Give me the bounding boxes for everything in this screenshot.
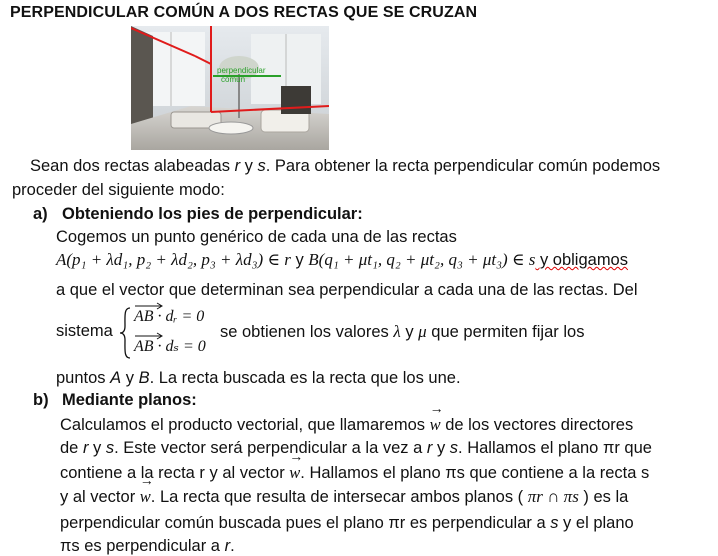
section-a-line-4: se obtienen los valores λ y μ que permiten fijar los: [220, 322, 585, 341]
sistema-label: sistema: [56, 322, 113, 340]
point-B-formula: B(q₁ + μt₁, q₂ + μt₂, q₃ + μt₃) ∈ s: [308, 250, 536, 269]
vector-arrow-icon: [134, 302, 164, 310]
room-photo: [131, 26, 329, 150]
section-b-line-2: de r y s. Este vector será perpendicular a la vez a r y s. Hallamos el plano πr que: [60, 439, 652, 457]
intro-line-1: Sean dos rectas alabeadas r y s. Para obtener la recta perpendicular común podemos: [30, 157, 661, 175]
section-b-marker: b): [33, 391, 49, 409]
section-b-line-5: perpendicular común buscada pues el plano πr es perpendicular a s y el plano: [60, 514, 634, 532]
section-a-line-5: puntos A y B. La recta buscada es la recta que los une.: [56, 369, 461, 387]
equation-system: [118, 306, 218, 362]
section-b-line-6: πs es perpendicular a r.: [60, 537, 235, 555]
section-a-line-1: Cogemos un punto genérico de cada una de las rectas: [56, 228, 457, 246]
section-b-line-3: contiene a la recta r y al vector → w. Hallamos el plano πs que contiene a la recta s: [60, 463, 649, 483]
point-A-formula: A(p₁ + λd₁, p₂ + λd₂, p₃ + λd₃) ∈ r: [56, 250, 291, 269]
section-b-heading: Mediante planos:: [62, 391, 197, 409]
section-a-line-3: a que el vector que determinan sea perpendicular a cada una de las rectas. Del: [56, 281, 638, 299]
section-a-heading: Obteniendo los pies de perpendicular:: [62, 205, 363, 223]
left-brace-icon: [118, 306, 132, 360]
section-b-line-1: Calculamos el producto vectorial, que llamaremos → w de los vectores directores: [60, 415, 633, 435]
equation-2: AB · dₛ = 0: [134, 336, 206, 356]
perpendicular-label-line2: común: [221, 75, 246, 84]
equation-1: AB · dᵣ = 0: [134, 308, 204, 326]
intro-line-2: proceder del siguiente modo:: [12, 181, 225, 199]
section-a-line-2: A(p₁ + λd₁, p₂ + λd₂, p₃ + λd₃) ∈ r y B(q₁ + μt₁, q₂ + μt₂, q₃ + μt₃) ∈ s y obligamos: [56, 250, 628, 269]
vector-arrow-icon: [134, 332, 164, 340]
section-b-line-4: y al vector → w. La recta que resulta de intersecar ambos planos ( πr ∩ πs ) es la: [60, 487, 628, 507]
perpendicular-label-line1: perpendicular: [217, 66, 266, 75]
section-a-marker: a): [33, 205, 48, 223]
planes-intersection: πr ∩ πs: [527, 487, 579, 506]
vector-w: → w: [430, 415, 441, 435]
page-title: PERPENDICULAR COMÚN A DOS RECTAS QUE SE CRUZAN: [10, 4, 478, 21]
illustration-image: [131, 26, 329, 150]
